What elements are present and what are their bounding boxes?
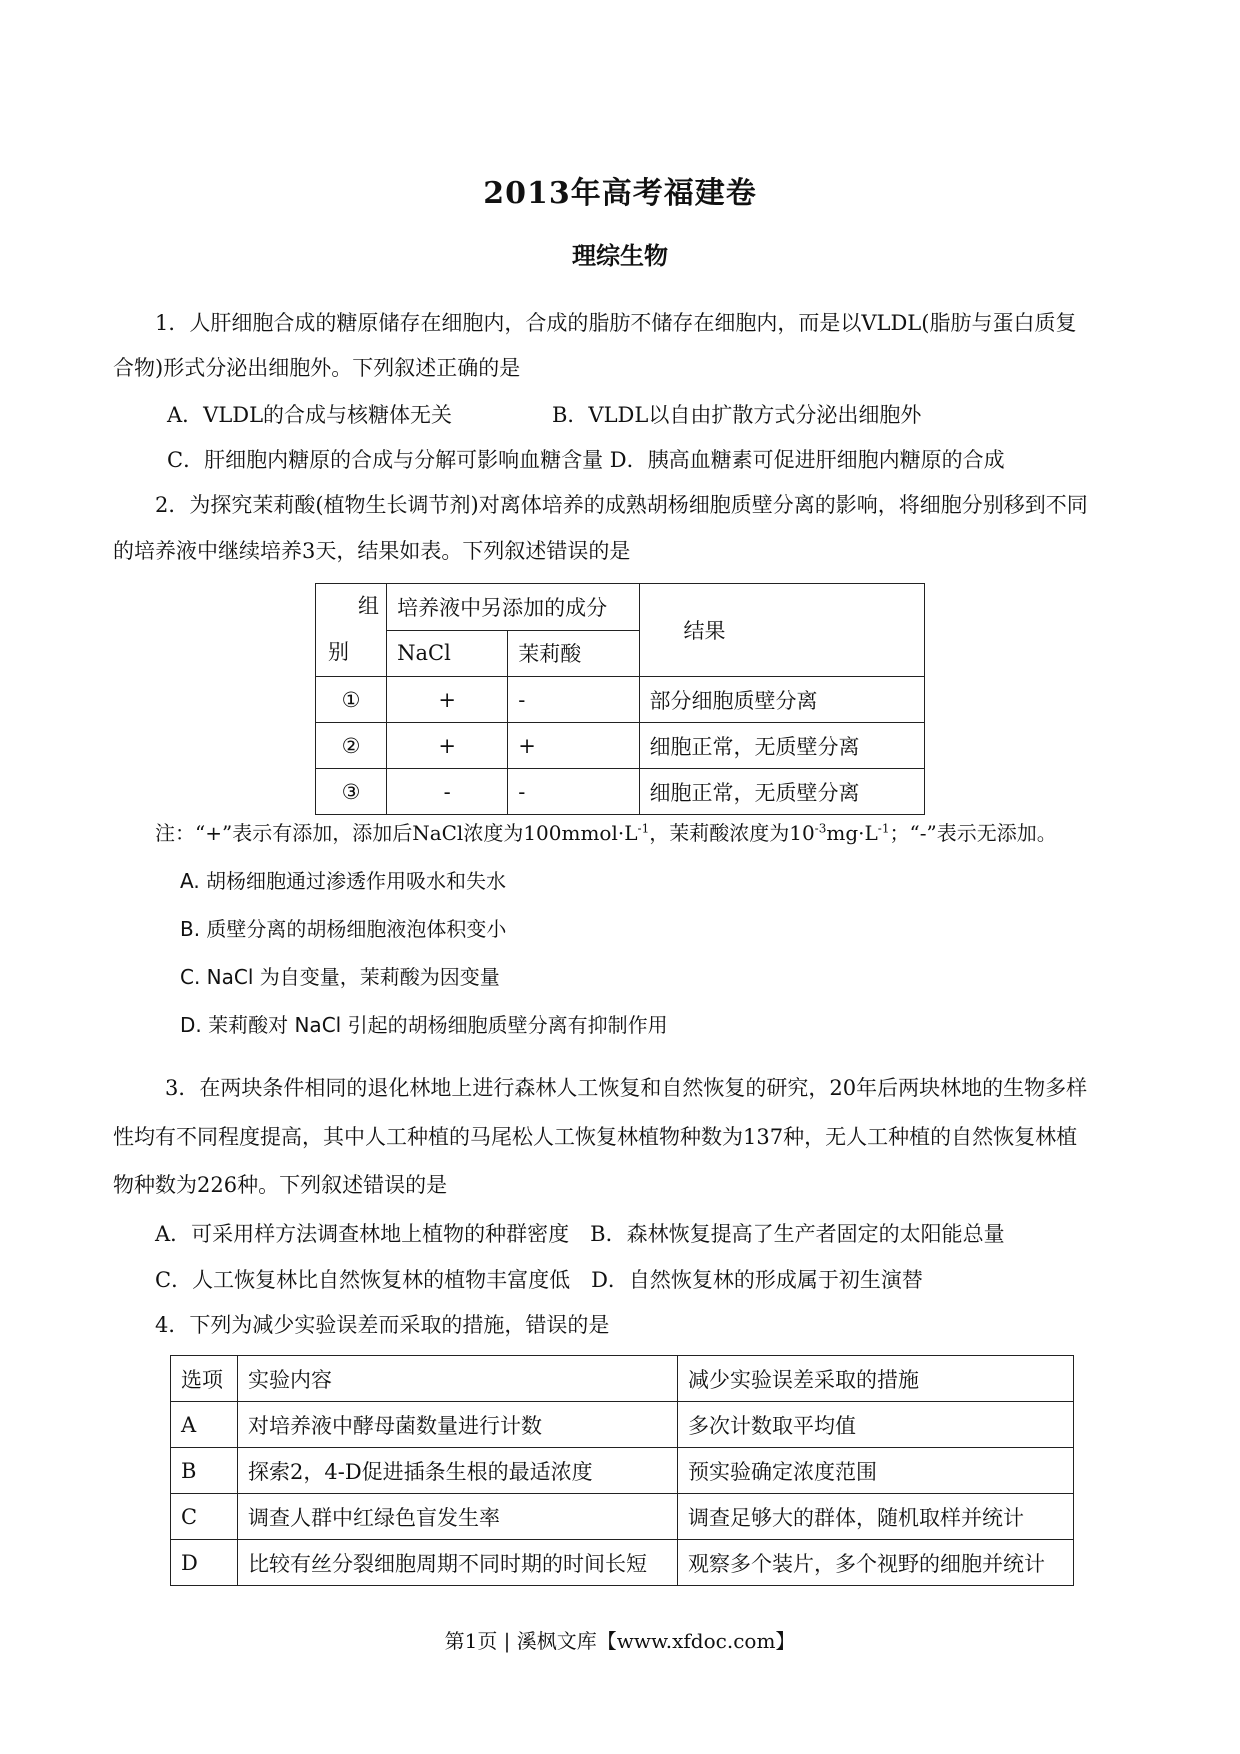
q3-stem-line1: 3．在两块条件相同的退化林地上进行森林人工恢复和自然恢复的研究，20年后两块林地的生物多样 bbox=[165, 1076, 1088, 1100]
q2-table-note bbox=[155, 818, 1057, 848]
q2-jasmonic-cell: - bbox=[508, 769, 639, 815]
table-row bbox=[171, 1494, 1074, 1540]
q2-result-cell: 细胞正常，无质壁分离 bbox=[639, 769, 925, 815]
q1-stem-line1: 1．人肝细胞合成的糖原储存在细胞内，合成的脂肪不储存在细胞内，而是以VLDL(脂肪与蛋白质复 bbox=[155, 311, 1077, 335]
q2-result-cell: 部分细胞质壁分离 bbox=[639, 677, 925, 723]
q4-header-measure: 减少实验误差采取的措施 bbox=[678, 1356, 1074, 1402]
page-title: 2013年高考福建卷 bbox=[483, 176, 757, 211]
table-row bbox=[171, 1402, 1074, 1448]
q2-added-header: 培养液中另添加的成分 bbox=[387, 584, 639, 631]
q2-note-part-b: ，茉莉酸浓度为10 bbox=[649, 821, 815, 845]
q1-options-cd: C．肝细胞内糖原的合成与分解可影响血糖含量 D．胰高血糖素可促进肝细胞内糖原的合成 bbox=[167, 448, 1005, 472]
q2-note-part-c: mg·L bbox=[826, 821, 878, 845]
q2-note-part-d: ；“-”表示无添加。 bbox=[889, 821, 1057, 845]
q4-option-cell: B bbox=[171, 1448, 238, 1494]
page-subtitle: 理综生物 bbox=[572, 241, 668, 270]
q2-note-sup-2: -3 bbox=[814, 821, 827, 836]
q2-option-a: A. 胡杨细胞通过渗透作用吸水和失水 bbox=[180, 869, 507, 893]
q2-note-part-a: 注：“+”表示有添加，添加后NaCl浓度为100mmol·L bbox=[155, 821, 638, 845]
q1-option-a: A．VLDL的合成与核糖体无关 bbox=[167, 403, 453, 427]
q4-measure-cell: 多次计数取平均值 bbox=[678, 1402, 1074, 1448]
q2-option-c: C. NaCl 为自变量，茉莉酸为因变量 bbox=[180, 965, 500, 989]
q4-content-cell: 比较有丝分裂细胞周期不同时期的时间长短 bbox=[238, 1540, 678, 1586]
q3-options-cd: C．人工恢复林比自然恢复林的植物丰富度低 D．自然恢复林的形成属于初生演替 bbox=[155, 1268, 923, 1292]
q2-jasmonic-cell: - bbox=[508, 677, 639, 723]
page-footer: 第1页 | 溪枫文库【www.xfdoc.com】 bbox=[444, 1629, 796, 1653]
q4-content-cell: 调查人群中红绿色盲发生率 bbox=[238, 1494, 678, 1540]
table-row bbox=[316, 677, 925, 723]
q2-jasmonic-cell: + bbox=[508, 723, 639, 769]
q4-content-cell: 对培养液中酵母菌数量进行计数 bbox=[238, 1402, 678, 1448]
q2-stem-line2: 的培养液中继续培养3天，结果如表。下列叙述错误的是 bbox=[113, 539, 631, 563]
q2-nacl-cell: + bbox=[387, 723, 508, 769]
q4-header-option: 选项 bbox=[171, 1356, 238, 1402]
table-row bbox=[171, 1448, 1074, 1494]
q1-stem-line2: 合物)形式分泌出细胞外。下列叙述正确的是 bbox=[113, 356, 521, 380]
q2-group-header bbox=[316, 584, 387, 677]
q4-measure-cell: 观察多个装片，多个视野的细胞并统计 bbox=[678, 1540, 1074, 1586]
q2-note-sup-1: -1 bbox=[637, 821, 650, 836]
q2-jasmonic-header: 茉莉酸 bbox=[508, 630, 639, 677]
table-header-row bbox=[171, 1356, 1074, 1402]
q4-header-content: 实验内容 bbox=[238, 1356, 678, 1402]
q2-note-sup-3: -1 bbox=[877, 821, 890, 836]
q2-option-d: D. 茉莉酸对 NaCl 引起的胡杨细胞质壁分离有抑制作用 bbox=[180, 1013, 668, 1037]
q2-results-table bbox=[315, 583, 925, 815]
q2-group-header-top: 组 bbox=[358, 594, 379, 618]
q4-measure-cell: 调查足够大的群体，随机取样并统计 bbox=[678, 1494, 1074, 1540]
q3-stem-line2: 性均有不同程度提高，其中人工种植的马尾松人工恢复林植物种数为137种，无人工种植的自然恢复林植 bbox=[113, 1125, 1078, 1149]
q3-options-ab: A．可采用样方法调查林地上植物的种群密度 B．森林恢复提高了生产者固定的太阳能总量 bbox=[155, 1222, 1005, 1246]
q2-group-header-bottom: 别 bbox=[328, 640, 349, 664]
q2-group-cell: ② bbox=[316, 723, 387, 769]
q1-option-b: B．VLDL以自由扩散方式分泌出细胞外 bbox=[552, 403, 922, 427]
q2-group-cell: ③ bbox=[316, 769, 387, 815]
q4-option-cell: A bbox=[171, 1402, 238, 1448]
q2-nacl-cell: + bbox=[387, 677, 508, 723]
q4-measure-cell: 预实验确定浓度范围 bbox=[678, 1448, 1074, 1494]
q3-stem-line3: 物种数为226种。下列叙述错误的是 bbox=[113, 1173, 448, 1197]
q2-result-header: 结果 bbox=[639, 584, 925, 677]
q4-content-cell: 探索2，4-D促进插条生根的最适浓度 bbox=[238, 1448, 678, 1494]
q2-stem-line1: 2．为探究茉莉酸(植物生长调节剂)对离体培养的成熟胡杨细胞质壁分离的影响，将细胞分别移到不同 bbox=[155, 493, 1088, 517]
q4-option-cell: D bbox=[171, 1540, 238, 1586]
table-row bbox=[316, 769, 925, 815]
q4-stem: 4．下列为减少实验误差而采取的措施，错误的是 bbox=[155, 1313, 610, 1337]
q2-group-cell: ① bbox=[316, 677, 387, 723]
table-row bbox=[171, 1540, 1074, 1586]
table-row bbox=[316, 723, 925, 769]
q4-measures-table bbox=[170, 1355, 1074, 1586]
q2-option-b: B. 质壁分离的胡杨细胞液泡体积变小 bbox=[180, 917, 507, 941]
q2-nacl-header: NaCl bbox=[387, 630, 508, 677]
q2-nacl-cell: - bbox=[387, 769, 508, 815]
q2-result-cell: 细胞正常，无质壁分离 bbox=[639, 723, 925, 769]
q4-option-cell: C bbox=[171, 1494, 238, 1540]
